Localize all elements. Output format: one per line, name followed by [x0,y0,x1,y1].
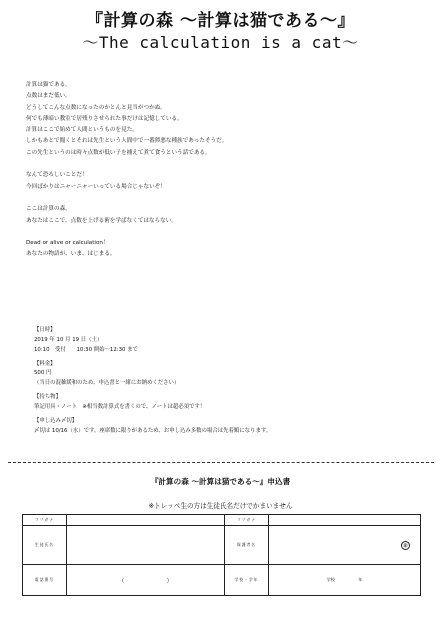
fee-note: （当日の混雑緩和のため、申込書と一緒にお納めください） [34,379,180,386]
flyer-subtitle: ～The calculation is a cat～ [82,33,359,52]
guardian-furigana-field[interactable] [269,515,421,526]
deadline-section [34,417,429,436]
intro-spacer [26,227,421,238]
intro-line: あなたの物語が、いま、はじまる。 [26,251,116,258]
intro-line: どうしてこんな点数になったのかとんと見当がつかぬ。 [26,104,166,111]
deadline-heading: 【申し込み〆切】 [34,418,78,424]
student-name-field[interactable] [67,526,225,565]
intro-line: ここは計算の森。 [26,206,71,213]
school-grade-field[interactable]: 学校 年 [269,565,421,596]
intro-line: しかもあとで聞くとそれは先生という人間中で一番獰悪な種族であったそうだ。 [26,138,228,145]
datetime-date: 2019 年 10 月 19 日（土） [34,337,103,343]
intro-line: 点数はまだ低い。 [26,93,71,100]
student-name-label: 生徒氏名 [23,526,67,565]
form-title: 『計算の森 ～計算は猫である～』申込書 [150,477,291,486]
datetime-time: 10:10 受付 10:30 開始～12:30 まで [34,347,138,353]
intro-line: 何でも薄暗い教室で居残りさせられた事だけは記憶している。 [26,115,183,122]
intro-spacer [26,193,421,204]
guardian-name-field[interactable] [269,526,421,565]
intro-line: Dead or alive or calculation！ [26,240,109,247]
phone-label: 電話番号 [23,565,67,596]
fee-heading: 【料金】 [34,361,56,367]
school-grade-label: 学校・学年 [225,565,269,596]
intro-line: あなたはここで、点数を上げる術を学ばなくてはならない。 [26,217,177,224]
fee-amount: 500 円 [34,370,52,376]
datetime-heading: 【日時】 [34,327,56,333]
form-note: ※トレッペ生の方は生徒氏名だけでかまいません [148,502,293,510]
event-info [34,326,429,441]
intro-spacer [26,159,421,170]
fee-section [34,360,429,388]
intro-text [26,80,421,261]
cut-line [8,462,434,463]
intro-line: 計算は猫である。 [26,82,71,88]
datetime-section [34,326,429,355]
items-heading: 【持ち物】 [34,394,61,400]
application-form [22,514,421,596]
flyer-title: 『計算の森 ～計算は猫である～』 [86,11,355,31]
items-section [34,393,429,412]
guardian-furigana-label: フリガナ [225,515,269,526]
guardian-name-label: 保護者名 [225,526,269,565]
furigana-label: フリガナ [23,515,67,526]
intro-line: この先生というのは時々点数が低い子を捕えて煮て食うという話である。 [26,149,211,156]
deadline-text: 〆切は 10/16（水）です。座席数に限りがあるため、お申し込み多数の場合は先着順になります。 [34,428,272,434]
items-text: 筆記用具・ノート ※相当数計算式を書くので、ノートは超必須です！ [34,404,206,410]
phone-field[interactable]: （ ） [67,565,225,596]
seal-mark: 印 [401,541,410,550]
intro-line: 計算はここで始めて人間というものを見た。 [26,127,138,134]
student-furigana-field[interactable] [67,515,225,526]
intro-line: 今回ばかりはニャーニャーいっている場合じゃないぞ！ [26,183,166,190]
intro-line: なんて恐ろしいことだ！ [26,172,88,179]
